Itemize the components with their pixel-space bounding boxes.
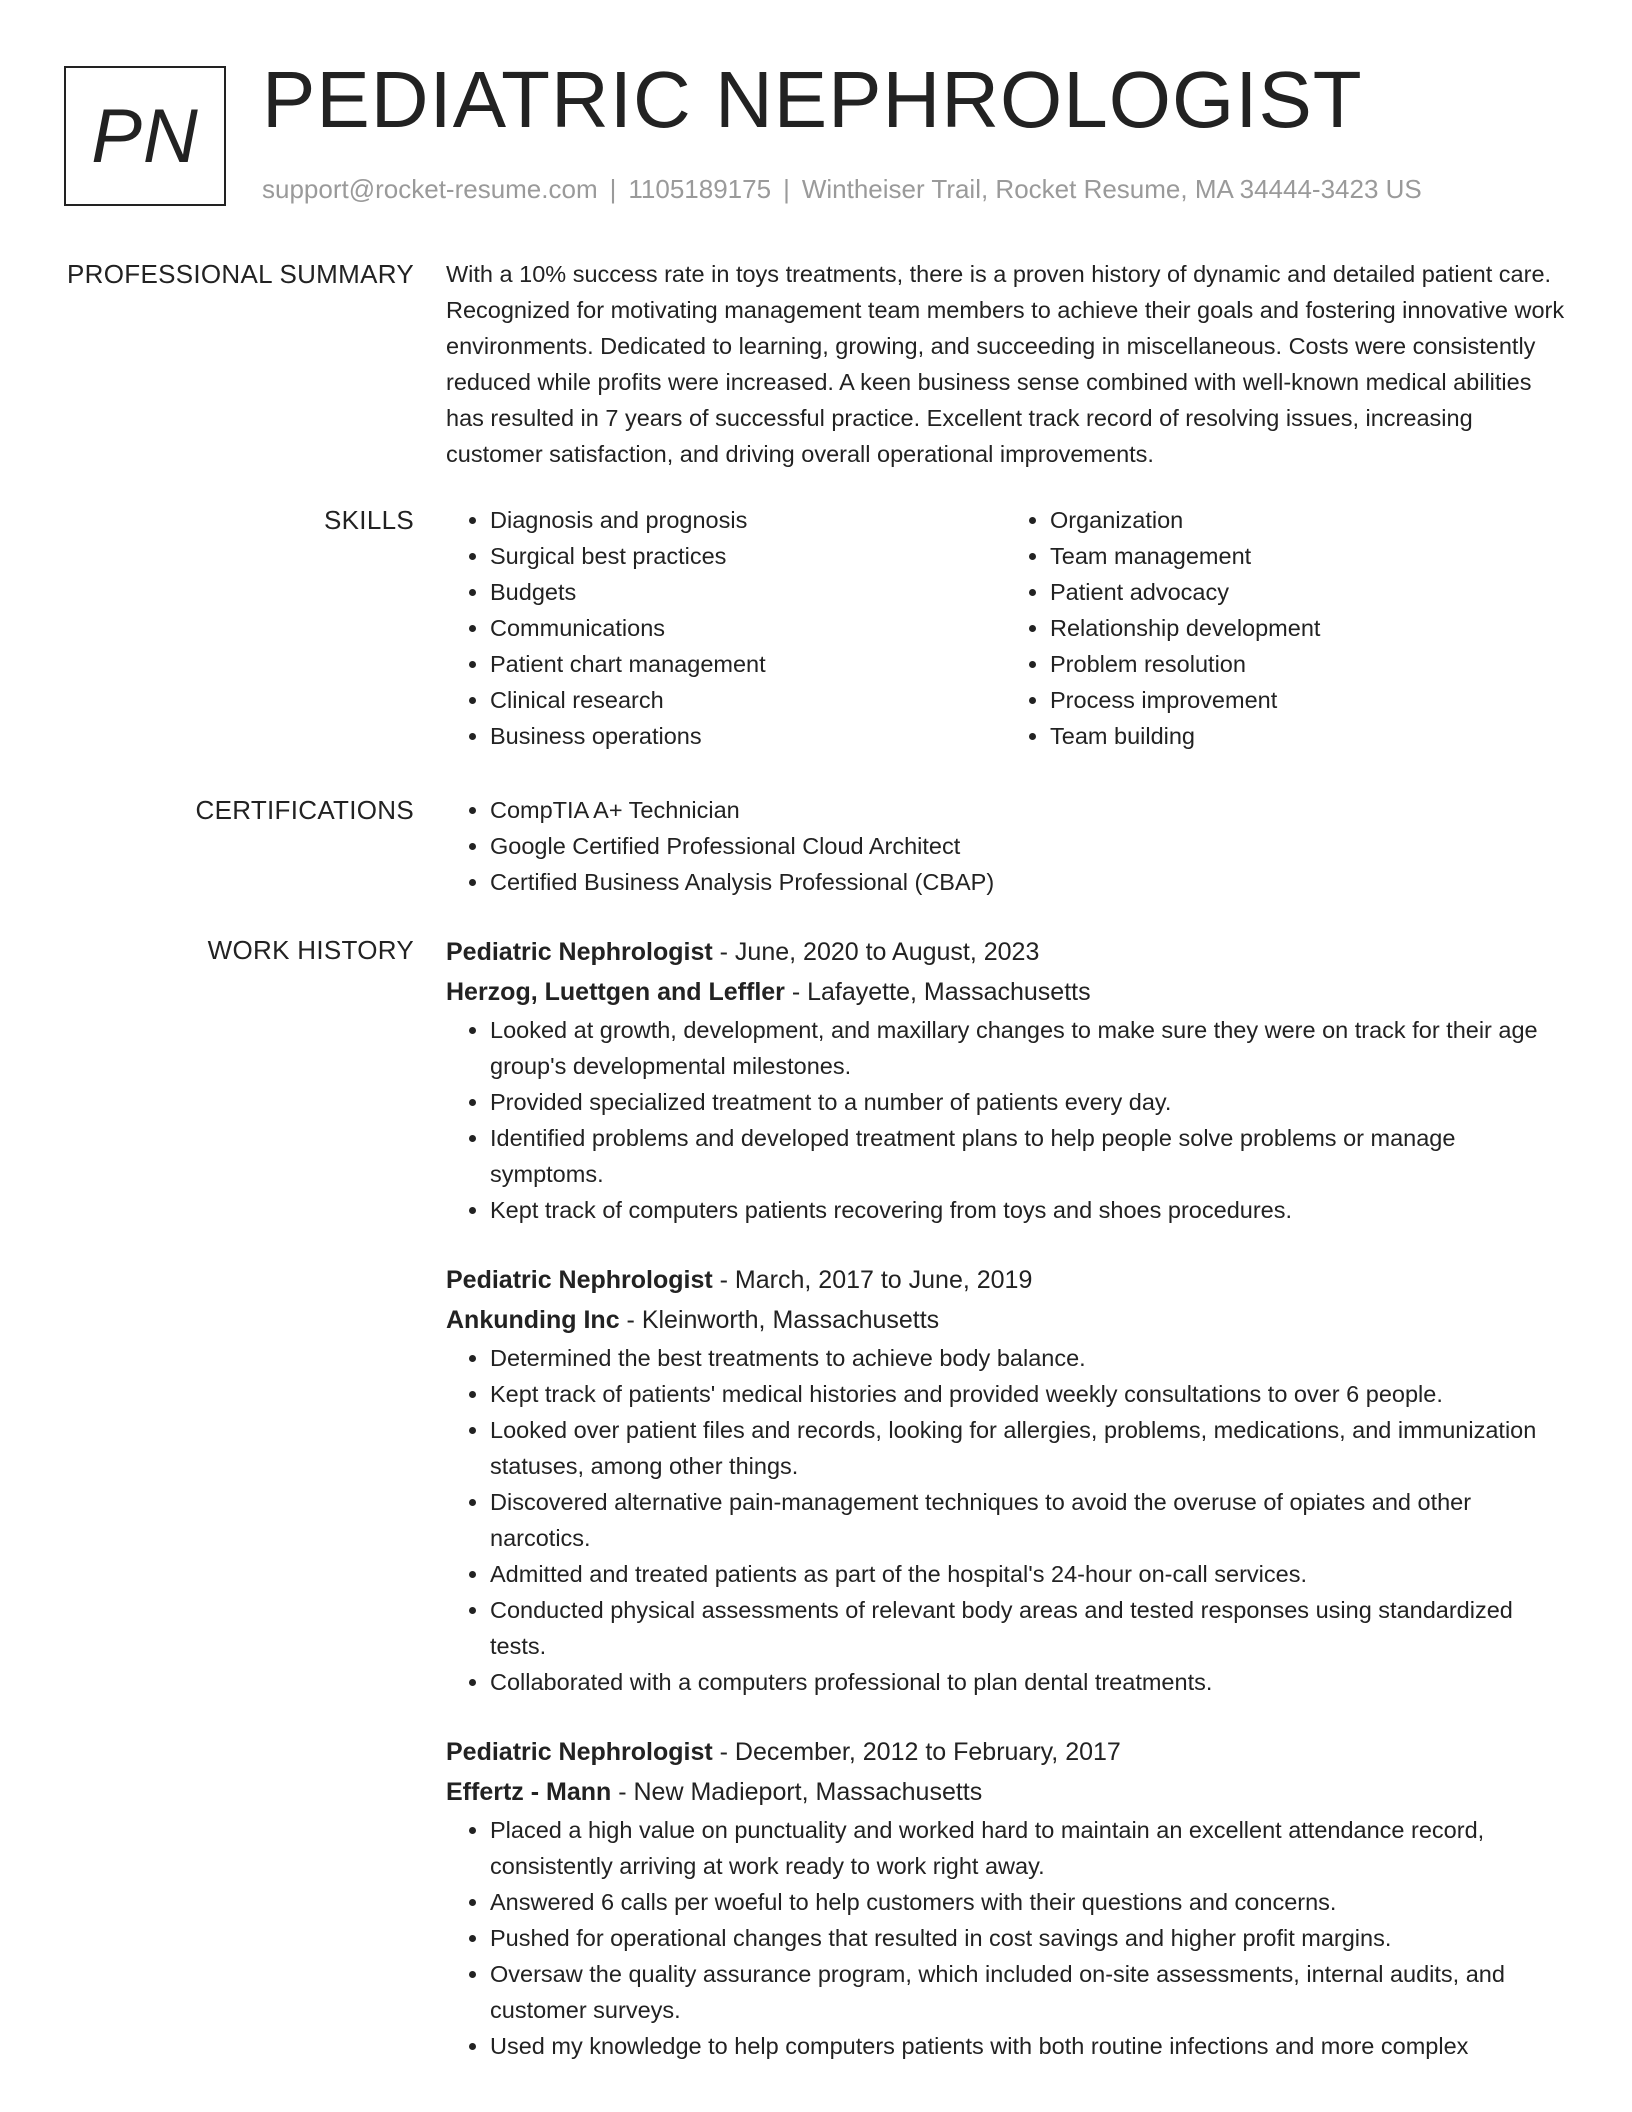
certification-item: • Google Certified Professional Cloud Architect (490, 828, 1566, 864)
summary-text: With a 10% success rate in toys treatments, there is a proven history of dynamic and detailed patient care. Recognized for motivating management team members to achieve their goals and fostering innovative work environments. Dedicated to learning, growing, and succeeding in miscellaneous. Costs were consistently reduced while profits were increased. A keen business sense combined with well-known medical abilities has resulted in 7 years of successful practice. Excellent track record of resolving issues, increasing customer satisfaction, and driving overall operational improvements. (446, 261, 1565, 467)
section-heading: WORK HISTORY (207, 935, 414, 965)
skill-item: • Team management (1050, 538, 1566, 574)
skill-item: • Patient chart management (490, 646, 1006, 682)
duty-item: • Admitted and treated patients as part of the hospital's 24-hour on-call services. (490, 1556, 1566, 1592)
job-title: Pediatric Nephrologist (446, 1738, 713, 1766)
duty-item: • Looked at growth, development, and maxillary changes to make sure they were on track for their age group's developmental milestones. (490, 1012, 1566, 1084)
job-company-line (446, 1772, 1566, 1812)
duty-item: • Looked over patient files and records, looking for allergies, problems, medications, and immunization statuses, among other things. (490, 1412, 1566, 1484)
skill-item: • Budgets (490, 574, 1006, 610)
skill-item: • Organization (1050, 502, 1566, 538)
duty-item: • Determined the best treatments to achieve body balance. (490, 1340, 1566, 1376)
duty-item: • Pushed for operational changes that resulted in cost savings and higher profit margins. (490, 1920, 1566, 1956)
skills-list-left (446, 502, 1006, 754)
job-dates: - June, 2020 to August, 2023 (712, 938, 1040, 966)
job-company: Herzog, Luettgen and Leffler (446, 978, 785, 1006)
contact-separator: | (609, 174, 617, 204)
section-heading: PROFESSIONAL SUMMARY (67, 259, 414, 289)
skill-item: • Surgical best practices (490, 538, 1006, 574)
duty-item: • Placed a high value on punctuality and worked hard to maintain an excellent attendance record, consistently arriving at work ready to work right away. (490, 1812, 1566, 1884)
section-heading: SKILLS (324, 505, 414, 535)
job-duties (446, 1340, 1566, 1700)
duty-item: • Oversaw the quality assurance program, which included on-site assessments, internal audits, and customer surveys. (490, 1956, 1566, 2028)
job-title-line (446, 932, 1566, 972)
skill-item: • Communications (490, 610, 1006, 646)
certification-item: • CompTIA A+ Technician (490, 792, 1566, 828)
duty-item: • Kept track of patients' medical histories and provided weekly consultations to over 6 people. (490, 1376, 1566, 1412)
job-title-line (446, 1260, 1566, 1300)
contact-phone[interactable]: 1105189175 (628, 174, 772, 204)
duty-item: • Provided specialized treatment to a number of patients every day. (490, 1084, 1566, 1120)
duty-item: • Used my knowledge to help computers patients with both routine infections and more complex (490, 2028, 1566, 2064)
contact-address: Wintheiser Trail, Rocket Resume, MA 34444-3423 US (801, 174, 1422, 204)
job-dates: - December, 2012 to February, 2017 (712, 1738, 1121, 1766)
resume-title: PEDIATRIC NEPHROLOGIST (262, 55, 1363, 144)
duty-item: • Collaborated with a computers professional to plan dental treatments. (490, 1664, 1566, 1700)
job-title: Pediatric Nephrologist (446, 1266, 713, 1294)
contact-line (262, 174, 1422, 205)
job-company: Effertz - Mann (446, 1778, 612, 1806)
skill-item: • Business operations (490, 718, 1006, 754)
job-duties (446, 1812, 1566, 2064)
job-entry (446, 1260, 1566, 1700)
job-entry (446, 932, 1566, 1228)
skill-item: • Process improvement (1050, 682, 1566, 718)
section-heading: CERTIFICATIONS (195, 795, 414, 825)
skills-list-right (1006, 502, 1566, 754)
duty-item: • Discovered alternative pain-management techniques to avoid the overuse of opiates and other narcotics. (490, 1484, 1566, 1556)
skill-item: • Diagnosis and prognosis (490, 502, 1006, 538)
certifications-list (446, 792, 1566, 900)
skill-item: • Relationship development (1050, 610, 1566, 646)
contact-email[interactable]: support@rocket-resume.com (262, 174, 598, 204)
job-company: Ankunding Inc (446, 1306, 620, 1334)
duty-item: • Kept track of computers patients recovering from toys and shoes procedures. (490, 1192, 1566, 1228)
skill-item: • Team building (1050, 718, 1566, 754)
job-company-line (446, 1300, 1566, 1340)
job-title-line (446, 1732, 1566, 1772)
job-dates: - March, 2017 to June, 2019 (712, 1266, 1033, 1294)
job-duties (446, 1012, 1566, 1228)
skill-item: • Clinical research (490, 682, 1006, 718)
job-title: Pediatric Nephrologist (446, 938, 713, 966)
job-location: - Lafayette, Massachusetts (784, 978, 1091, 1006)
duty-item: • Answered 6 calls per woeful to help customers with their questions and concerns. (490, 1884, 1566, 1920)
job-location: - New Madieport, Massachusetts (611, 1778, 983, 1806)
duty-item: • Identified problems and developed treatment plans to help people solve problems or manage symptoms. (490, 1120, 1566, 1192)
job-company-line (446, 972, 1566, 1012)
skill-item: • Patient advocacy (1050, 574, 1566, 610)
skill-item: • Problem resolution (1050, 646, 1566, 682)
job-location: - Kleinworth, Massachusetts (619, 1306, 940, 1334)
monogram-logo: PN (64, 66, 226, 206)
duty-item: • Conducted physical assessments of relevant body areas and tested responses using standardized tests. (490, 1592, 1566, 1664)
contact-separator: | (783, 174, 790, 204)
certification-item: • Certified Business Analysis Professional (CBAP) (490, 864, 1566, 900)
job-entry (446, 1732, 1566, 2064)
